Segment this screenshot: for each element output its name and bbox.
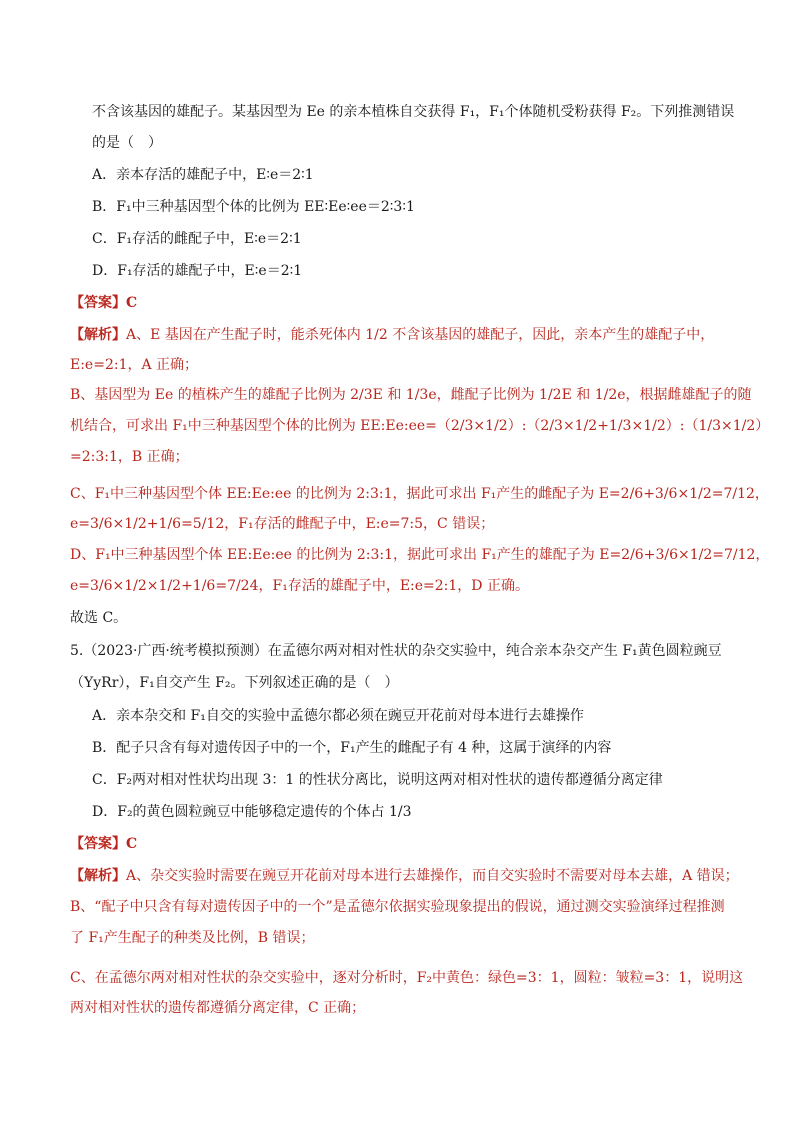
q4-analysis-line-6: C、F₁中三种基因型个体 EE:Ee:ee 的比例为 2:3:1，据此可求出 F₁产生的雌配子为 E=2/6+3/6×1/2=7/12，: [70, 486, 769, 502]
q5-answer: [70, 834, 137, 854]
q4-stem-line-2: 的是（ ）: [92, 135, 162, 151]
q5-option-a: A．亲本杂交和 F₁自交的实验中孟德尔都必须在豌豆开花前对母本进行去雄操作: [92, 708, 584, 724]
q4-answer: [70, 293, 137, 313]
analysis-text: A、E 基因在产生配子时，能杀死体内 1/2 不含该基因的雄配子，因此，亲本产生的雄配子中，: [126, 327, 715, 343]
q4-analysis-line-3: B、基因型为 Ee 的植株产生的雄配子比例为 2/3E 和 1/3e，雌配子比例为 1/2E 和 1/2e，根据雌雄配子的随: [70, 387, 752, 403]
answer-label: 【答案】: [70, 836, 126, 852]
analysis-text: A、杂交实验时需要在豌豆开花前对母本进行去雄操作，而自交实验时不需要对母本去雄，A 错误；: [126, 868, 739, 884]
q4-analysis-line-9: e=3/6×1/2×1/2+1/6=7/24，F₁存活的雄配子中，E:e=2:1，D 正确。: [70, 578, 529, 594]
q5-analysis-line-4: C、在孟德尔两对相对性状的杂交实验中，逐对分析时，F₂中黄色：绿色=3：1，圆粒：皱粒=3：1，说明这: [70, 970, 744, 986]
answer-value: C: [126, 836, 138, 852]
q4-option-a: A．亲本存活的雄配子中，E∶e＝2∶1: [92, 167, 314, 183]
q4-conclusion: 故选 C。: [70, 610, 128, 626]
q5-analysis-line-3: 了 F₁产生配子的种类及比例，B 错误；: [70, 930, 315, 946]
answer-value: C: [126, 295, 138, 311]
q4-analysis-line-2: E:e=2:1，A 正确；: [70, 357, 199, 373]
q4-option-b: B．F₁中三种基因型个体的比例为 EE∶Ee∶ee＝2∶3∶1: [92, 199, 415, 215]
q5-analysis-line-2: B、“配子中只含有每对遗传因子中的一个”是孟德尔依据实验现象提出的假说，通过测交实验演绎过程推测: [70, 899, 725, 915]
q5-stem-line-2: （YyRr），F₁自交产生 F₂。下列叙述正确的是（ ）: [70, 675, 399, 691]
q4-option-c: C．F₁存活的雌配子中，E∶e＝2∶1: [92, 231, 302, 247]
q4-analysis-line-4: 机结合，可求出 F₁中三种基因型个体的比例为 EE:Ee:ee=（2/3×1/2）:（2/3×1/2+1/3×1/2）:（1/3×1/2）: [70, 418, 770, 434]
q4-analysis-line-5: =2:3:1，B 正确；: [70, 449, 189, 465]
q4-analysis-line-1: [70, 325, 714, 345]
answer-label: 【答案】: [70, 295, 126, 311]
analysis-label: 【解析】: [70, 327, 126, 343]
q5-analysis-line-5: 两对相对性状的遗传都遵循分离定律，C 正确；: [70, 1000, 366, 1016]
q5-option-d: D．F₂的黄色圆粒豌豆中能够稳定遗传的个体占 1/3: [92, 804, 412, 820]
analysis-label: 【解析】: [70, 868, 126, 884]
q4-analysis-line-7: e=3/6×1/2+1/6=5/12，F₁存活的雌配子中，E:e=7:5，C 错误；: [70, 516, 495, 532]
q5-analysis-line-1: [70, 866, 739, 886]
q5-stem-line-1: 5.（2023·广西·统考模拟预测）在孟德尔两对相对性状的杂交实验中，纯合亲本杂交产生 F₁黄色圆粒豌豆: [70, 643, 722, 659]
q4-stem-line-1: 不含该基因的雄配子。某基因型为 Ee 的亲本植株自交获得 F₁，F₁个体随机受粉获得 F₂。下列推测错误: [92, 104, 735, 120]
q4-option-d: D．F₁存活的雄配子中，E∶e＝2∶1: [92, 263, 303, 279]
q5-option-c: C．F₂两对相对性状均出现 3：1 的性状分离比，说明这两对相对性状的遗传都遵循分离定律: [92, 772, 663, 788]
q4-analysis-line-8: D、F₁中三种基因型个体 EE:Ee:ee 的比例为 2:3:1，据此可求出 F₁产生的雄配子为 E=2/6+3/6×1/2=7/12，: [70, 547, 770, 563]
q5-option-b: B．配子只含有每对遗传因子中的一个，F₁产生的雌配子有 4 种，这属于演绎的内容: [92, 740, 612, 756]
